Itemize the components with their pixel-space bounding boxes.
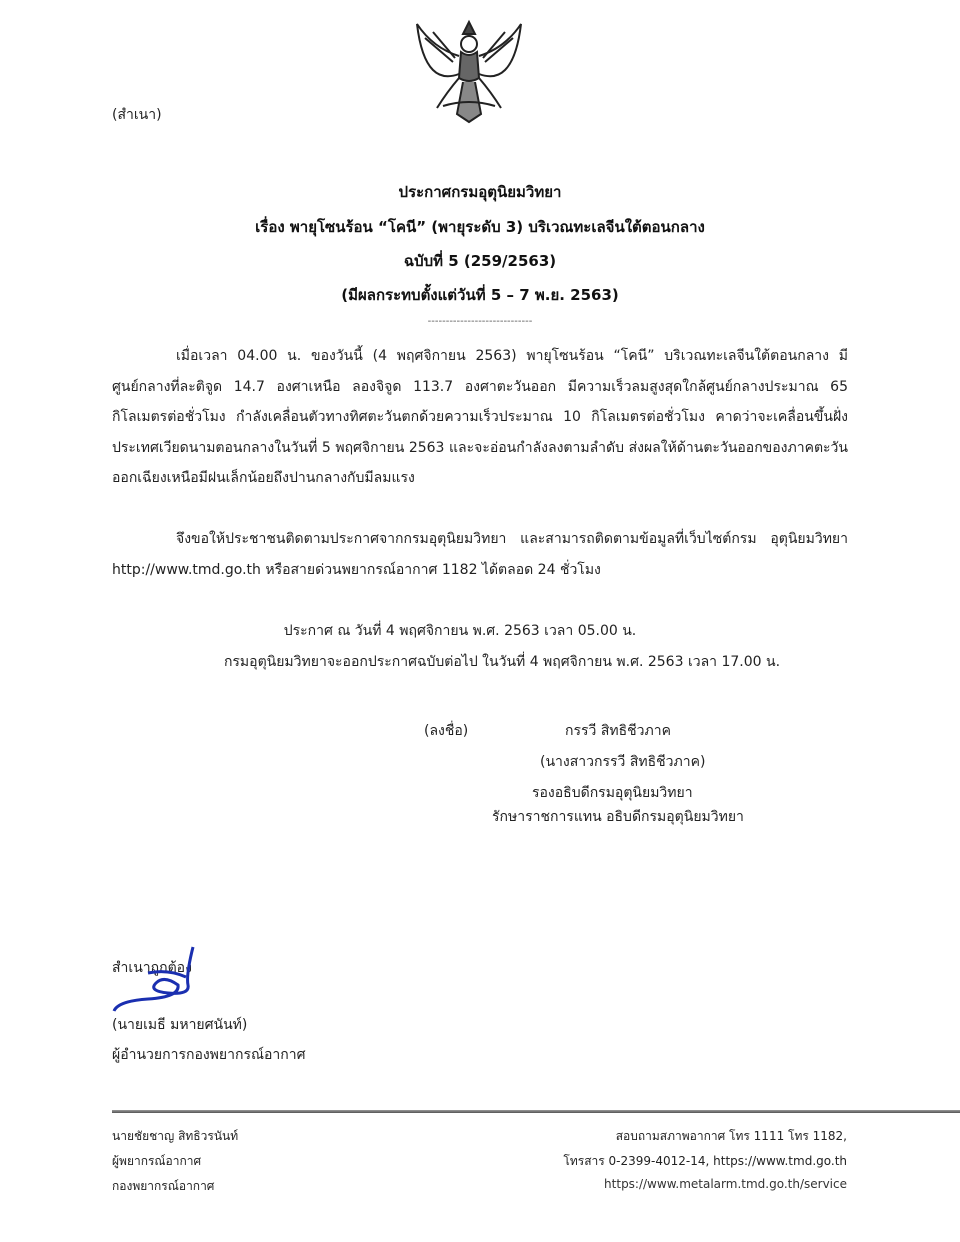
effect-period: (มีผลกระทบตั้งแต่วันที่ 5 – 7 พ.ย. 2563) bbox=[341, 286, 619, 304]
copy-mark: (สำเนา) bbox=[112, 107, 162, 123]
paragraph-2: จึงขอให้ประชาชนติดตามประกาศจากกรมอุตุนิยมวิทยา และสามารถติดตามข้อมูลที่เว็บไซต์กรม อุตุนิยมวิทยา http://www.tmd.go.th หรือสายด่วนพยากรณ์อากาศ 1182 ได้ตลอด 24 ชั่วโมง bbox=[112, 531, 848, 578]
garuda-emblem bbox=[413, 18, 525, 130]
footer-contact-phone: สอบถามสภาพอากาศ โทร 1111 โทร 1182, bbox=[615, 1129, 847, 1143]
footer-service-link[interactable]: https://www.metalarm.tmd.go.th/service bbox=[604, 1177, 847, 1191]
certified-label: สำเนาถูกต้อง bbox=[112, 960, 192, 976]
page-title: ประกาศกรมอุตุนิยมวิทยา bbox=[398, 183, 562, 201]
paragraph-1: เมื่อเวลา 04.00 น. ของวันนี้ (4 พฤศจิกายน 2563) พายุโซนร้อน “โคนี” บริเวณทะเลจีนใต้ตอนกลาง มีศูนย์กลางที่ละติจูด 14.7 องศาเหนือ ลองจิจูด 113.7 องศาตะวันออก มีความเร็วลมสูงสุดใกล้ศูนย์กลางประมาณ 65 กิโลเมตรต่อชั่วโมง กำลังเคลื่อนตัวทางทิศตะวันตกด้วยความเร็วประมาณ 10 กิโลเมตรต่อชั่วโมง คาดว่าจะเคลื่อนขึ้นฝั่งประเทศเวียดนามตอนกลางในวันที่ 5 พฤศจิกายน 2563 และจะอ่อนกำลังลงตามลำดับ ส่งผลให้ด้านตะวันออกของภาคตะวันออกเฉียงเหนือมีฝนเล็กน้อยถึงปานกลางกับมีลมแรง bbox=[112, 348, 848, 486]
signed-name: กรรวี สิทธิชีวภาค bbox=[565, 723, 671, 739]
certifier-name: (นายเมธี มหายศนันท์) bbox=[112, 1017, 248, 1033]
next-issue: กรมอุตุนิยมวิทยาจะออกประกาศฉบับต่อไป ในวันที่ 4 พฤศจิกายน พ.ศ. 2563 เวลา 17.00 น. bbox=[223, 654, 781, 670]
signer-acting-position: รักษาราชการแทน อธิบดีกรมอุตุนิยมวิทยา bbox=[492, 809, 744, 825]
footer-forecaster-name: นายชัยชาญ สิทธิวรนันท์ bbox=[112, 1129, 239, 1143]
signer-full-name: (นางสาวกรรวี สิทธิชีวภาค) bbox=[540, 754, 706, 770]
footer-divider bbox=[112, 1110, 960, 1113]
footer-division: กองพยากรณ์อากาศ bbox=[112, 1179, 215, 1193]
footer-contact-fax: โทรสาร 0-2399-4012-14, https://www.tmd.go.th bbox=[563, 1154, 847, 1168]
handwritten-signature bbox=[108, 945, 208, 1019]
issue-number: ฉบับที่ 5 (259/2563) bbox=[403, 252, 557, 270]
footer-forecaster-title: ผู้พยากรณ์อากาศ bbox=[112, 1154, 202, 1168]
signer-position: รองอธิบดีกรมอุตุนิยมวิทยา bbox=[532, 785, 693, 801]
separator: ----------------------------- bbox=[427, 316, 533, 327]
certifier-position: ผู้อำนวยการกองพยากรณ์อากาศ bbox=[112, 1047, 306, 1063]
announced-date: ประกาศ ณ วันที่ 4 พฤศจิกายน พ.ศ. 2563 เวลา 05.00 น. bbox=[283, 623, 637, 639]
signed-label: (ลงชื่อ) bbox=[424, 723, 469, 739]
subject: เรื่อง พายุโซนร้อน “โคนี” (พายุระดับ 3) บริเวณทะเลจีนใต้ตอนกลาง bbox=[255, 218, 705, 236]
